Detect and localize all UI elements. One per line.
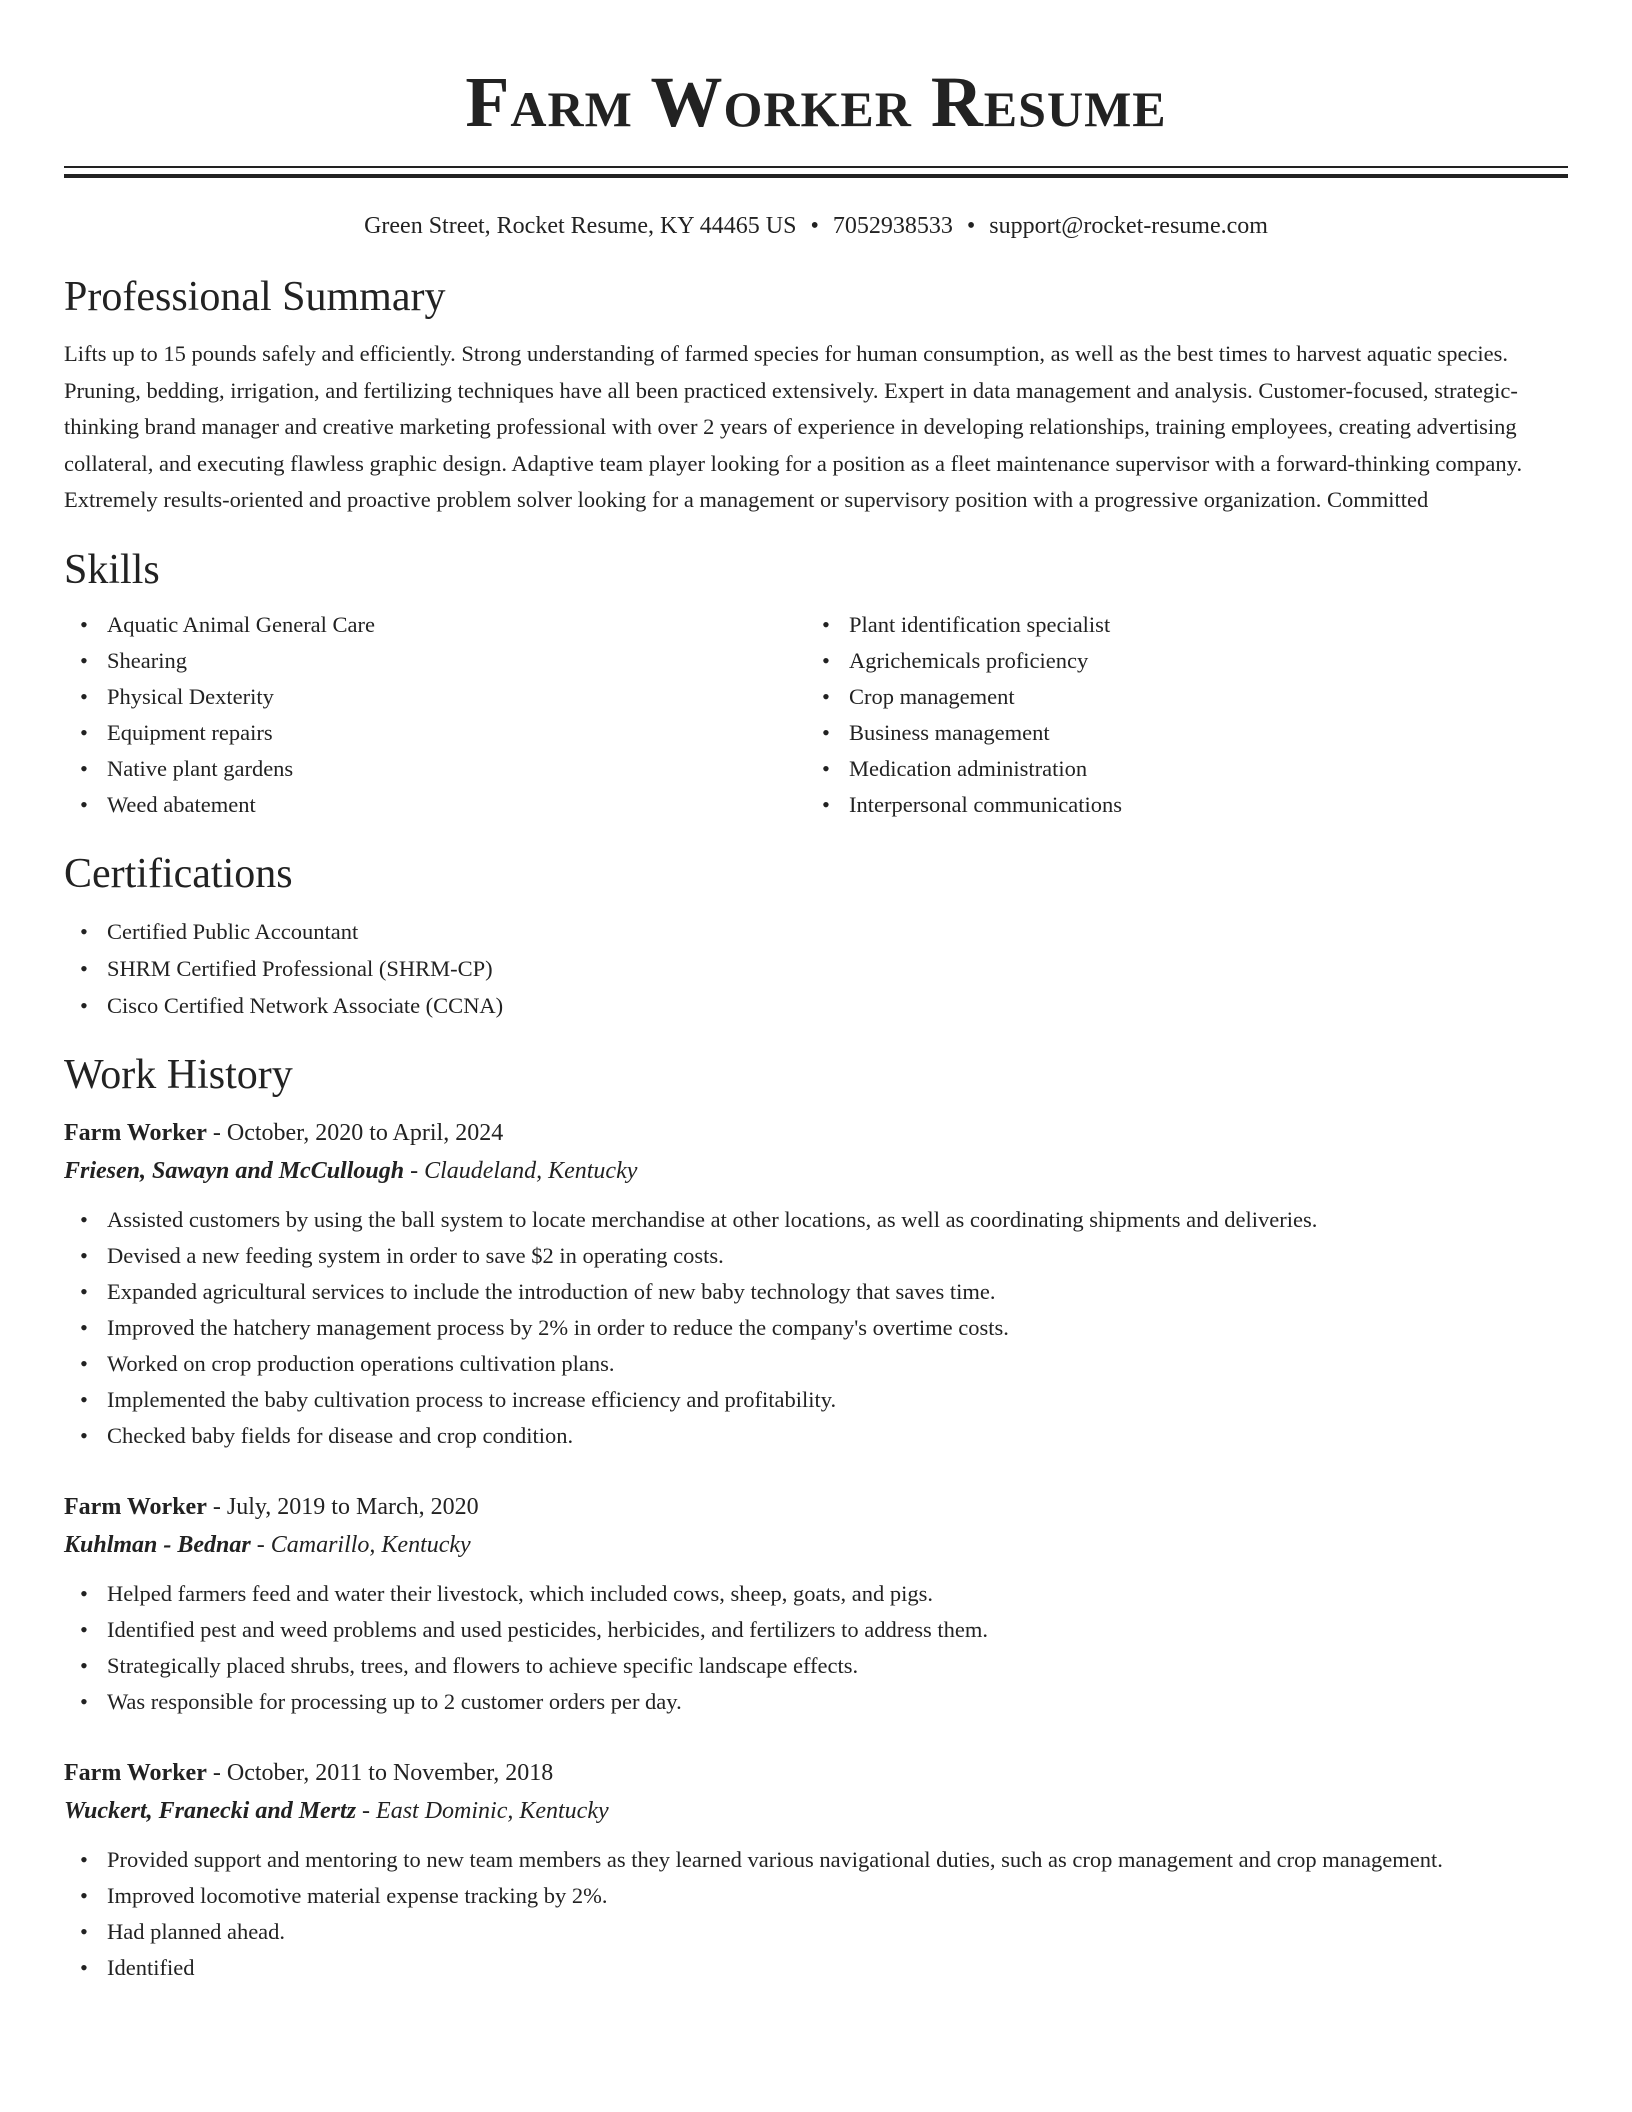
list-item-text: Physical Dexterity bbox=[107, 683, 274, 709]
contact-separator: • bbox=[810, 213, 819, 239]
list-item bbox=[806, 679, 1548, 715]
list-item-text: Plant identification specialist bbox=[849, 611, 1111, 637]
bullet-marker: • bbox=[80, 1688, 88, 1714]
list-item-text: Agrichemicals proficiency bbox=[849, 647, 1089, 673]
list-item bbox=[806, 715, 1548, 751]
job-location: East Dominic, Kentucky bbox=[376, 1797, 609, 1824]
resume-page bbox=[64, 0, 1568, 1986]
list-item-text: Cisco Certified Network Associate (CCNA) bbox=[107, 992, 504, 1018]
job-dash: - bbox=[356, 1797, 377, 1824]
list-item bbox=[64, 1684, 1568, 1720]
job-dates: July, 2019 to March, 2020 bbox=[226, 1493, 479, 1520]
summary-heading: Professional Summary bbox=[64, 274, 446, 320]
bullet-marker: • bbox=[80, 1206, 88, 1232]
bullet-marker: • bbox=[80, 755, 88, 781]
list-item bbox=[64, 1914, 1568, 1950]
bullet-marker: • bbox=[80, 791, 88, 817]
job-company: Friesen, Sawayn and McCullough bbox=[64, 1157, 405, 1184]
bullet-marker: • bbox=[822, 647, 830, 673]
bullet-marker: • bbox=[822, 611, 830, 637]
bullet-marker: • bbox=[80, 955, 88, 981]
list-item-text: Weed abatement bbox=[107, 791, 256, 817]
list-item-text: Native plant gardens bbox=[107, 755, 294, 781]
job-dash: - bbox=[206, 1759, 227, 1786]
header-rule-thin bbox=[64, 166, 1568, 168]
list-item bbox=[64, 1238, 1568, 1274]
list-item bbox=[64, 1576, 1568, 1612]
list-item bbox=[64, 1382, 1568, 1418]
list-item-text: Equipment repairs bbox=[107, 719, 273, 745]
bullet-marker: • bbox=[80, 1278, 88, 1304]
list-item-text: Crop management bbox=[849, 683, 1015, 709]
bullet-marker: • bbox=[80, 1882, 88, 1908]
list-item-text: Certified Public Accountant bbox=[107, 918, 359, 944]
list-item-text: Improved locomotive material expense tracking by 2%. bbox=[107, 1882, 608, 1908]
list-item bbox=[64, 643, 806, 679]
list-item-text: Worked on crop production operations cultivation plans. bbox=[107, 1350, 615, 1376]
bullet-marker: • bbox=[80, 719, 88, 745]
bullet-marker: • bbox=[80, 611, 88, 637]
list-item-text: Provided support and mentoring to new team members as they learned various navigational duties, such as crop management and crop management. bbox=[107, 1846, 1443, 1872]
job-dates: October, 2020 to April, 2024 bbox=[226, 1119, 504, 1146]
job-entry bbox=[64, 1488, 1568, 1720]
list-item-text: Shearing bbox=[107, 647, 187, 673]
list-item bbox=[64, 1346, 1568, 1382]
skills-heading: Skills bbox=[64, 546, 160, 593]
bullet-marker: • bbox=[80, 1314, 88, 1340]
job-location: Camarillo, Kentucky bbox=[270, 1531, 471, 1558]
bullet-marker: • bbox=[822, 755, 830, 781]
certifications-heading: Certifications bbox=[64, 850, 293, 897]
list-item-text: Helped farmers feed and water their livestock, which included cows, sheep, goats, and pigs. bbox=[107, 1580, 933, 1606]
list-item bbox=[64, 1878, 1568, 1914]
job-title: Farm Worker bbox=[64, 1759, 207, 1786]
list-item-text: Checked baby fields for disease and crop condition. bbox=[107, 1422, 574, 1448]
skills-list-right bbox=[806, 607, 1548, 823]
bullet-marker: • bbox=[822, 791, 830, 817]
list-item bbox=[64, 607, 806, 643]
list-item-text: Business management bbox=[849, 719, 1050, 745]
job-entry bbox=[64, 1754, 1568, 1986]
list-item-text: Identified bbox=[107, 1954, 195, 1980]
resume-title: Farm Worker Resume bbox=[465, 62, 1167, 142]
list-item bbox=[806, 643, 1548, 679]
list-item-text: Had planned ahead. bbox=[107, 1918, 286, 1944]
list-item-text: SHRM Certified Professional (SHRM-CP) bbox=[107, 955, 493, 981]
job-dash: - bbox=[206, 1493, 227, 1520]
list-item bbox=[64, 1648, 1568, 1684]
bullet-marker: • bbox=[80, 992, 88, 1018]
job-location: Claudeland, Kentucky bbox=[424, 1157, 638, 1184]
list-item bbox=[64, 1310, 1568, 1346]
bullet-marker: • bbox=[80, 1954, 88, 1980]
list-item bbox=[64, 715, 806, 751]
list-item bbox=[64, 1950, 1568, 1986]
bullet-marker: • bbox=[80, 1386, 88, 1412]
job-title: Farm Worker bbox=[64, 1493, 207, 1520]
bullet-marker: • bbox=[822, 719, 830, 745]
job-dates: October, 2011 to November, 2018 bbox=[226, 1759, 554, 1786]
bullet-marker: • bbox=[80, 1350, 88, 1376]
list-item bbox=[64, 950, 1568, 987]
job-company: Kuhlman - Bednar bbox=[64, 1531, 251, 1558]
job-dash: - bbox=[206, 1119, 227, 1146]
list-item bbox=[806, 787, 1548, 823]
bullet-marker: • bbox=[80, 1846, 88, 1872]
list-item-text: Improved the hatchery management process by 2% in order to reduce the company's overtime costs. bbox=[107, 1314, 1009, 1340]
list-item bbox=[64, 751, 806, 787]
list-item-text: Interpersonal communications bbox=[849, 791, 1123, 817]
list-item-text: Implemented the baby cultivation process to increase efficiency and profitability. bbox=[107, 1386, 837, 1412]
job-dash: - bbox=[404, 1157, 425, 1184]
bullet-marker: • bbox=[80, 1580, 88, 1606]
list-item bbox=[64, 679, 806, 715]
work-history-heading: Work History bbox=[64, 1051, 293, 1098]
list-item bbox=[64, 913, 1568, 950]
contact-phone: 7052938533 bbox=[832, 213, 953, 239]
contact-address: Green Street, Rocket Resume, KY 44465 US bbox=[364, 213, 797, 239]
list-item bbox=[64, 787, 806, 823]
bullet-marker: • bbox=[80, 1918, 88, 1944]
job-duties-list bbox=[64, 1842, 1568, 1986]
list-item-text: Assisted customers by using the ball system to locate merchandise at other locations, as well as coordinating shipments and deliveries. bbox=[107, 1206, 1318, 1232]
job-duties-list bbox=[64, 1576, 1568, 1720]
list-item-text: Devised a new feeding system in order to save $2 in operating costs. bbox=[107, 1242, 724, 1268]
contact-separator: • bbox=[966, 213, 976, 239]
bullet-marker: • bbox=[822, 683, 830, 709]
job-title-line bbox=[64, 1488, 1568, 1526]
job-dash: - bbox=[250, 1531, 271, 1558]
job-company-line bbox=[64, 1526, 1568, 1564]
job-company-line bbox=[64, 1152, 1568, 1190]
contact-line bbox=[64, 210, 1568, 242]
job-entry bbox=[64, 1114, 1568, 1454]
list-item-text: Aquatic Animal General Care bbox=[107, 611, 376, 637]
list-item bbox=[64, 1612, 1568, 1648]
job-title-line bbox=[64, 1754, 1568, 1792]
list-item-text: Was responsible for processing up to 2 customer orders per day. bbox=[107, 1688, 682, 1714]
list-item bbox=[64, 1842, 1568, 1878]
summary-text: Lifts up to 15 pounds safely and efficiently. Strong understanding of farmed species for human consumption, as well as the best times to harvest aquatic species. Pruning, bedding, irrigation, and fertilizing techniques have all been practiced extensively. Expert in data management and analysis. Customer-focused, strategic-thinking brand manager and creative marketing professional with over 2 years of experience in developing relationships, training employees, creating advertising collateral, and executing flawless graphic design. Adaptive team player looking for a position as a fleet maintenance supervisor with a forward-thinking company. Extremely results-oriented and proactive problem solver looking for a management or supervisory position with a progressive organization. Committed bbox=[64, 341, 1523, 513]
job-title-line bbox=[64, 1114, 1568, 1152]
skills-columns bbox=[64, 607, 1568, 823]
contact-email: support@rocket-resume.com bbox=[989, 213, 1268, 239]
bullet-marker: • bbox=[80, 1242, 88, 1268]
job-company: Wuckert, Franecki and Mertz bbox=[64, 1797, 357, 1824]
bullet-marker: • bbox=[80, 918, 88, 944]
list-item-text: Identified pest and weed problems and used pesticides, herbicides, and fertilizers to address them. bbox=[107, 1616, 988, 1642]
bullet-marker: • bbox=[80, 1616, 88, 1642]
header-rule-thick bbox=[64, 174, 1568, 178]
list-item bbox=[64, 987, 1568, 1024]
job-company-line bbox=[64, 1792, 1568, 1830]
job-duties-list bbox=[64, 1202, 1568, 1454]
certifications-list bbox=[64, 913, 1568, 1024]
job-title: Farm Worker bbox=[64, 1119, 207, 1146]
list-item bbox=[64, 1274, 1568, 1310]
list-item-text: Medication administration bbox=[849, 755, 1088, 781]
bullet-marker: • bbox=[80, 647, 88, 673]
list-item-text: Expanded agricultural services to include the introduction of new baby technology that saves time. bbox=[107, 1278, 996, 1304]
list-item-text: Strategically placed shrubs, trees, and flowers to achieve specific landscape effects. bbox=[107, 1652, 859, 1678]
bullet-marker: • bbox=[80, 683, 88, 709]
bullet-marker: • bbox=[80, 1422, 88, 1448]
list-item bbox=[64, 1418, 1568, 1454]
skills-list-left bbox=[64, 607, 806, 823]
list-item bbox=[806, 607, 1548, 643]
list-item bbox=[806, 751, 1548, 787]
bullet-marker: • bbox=[80, 1652, 88, 1678]
list-item bbox=[64, 1202, 1568, 1238]
